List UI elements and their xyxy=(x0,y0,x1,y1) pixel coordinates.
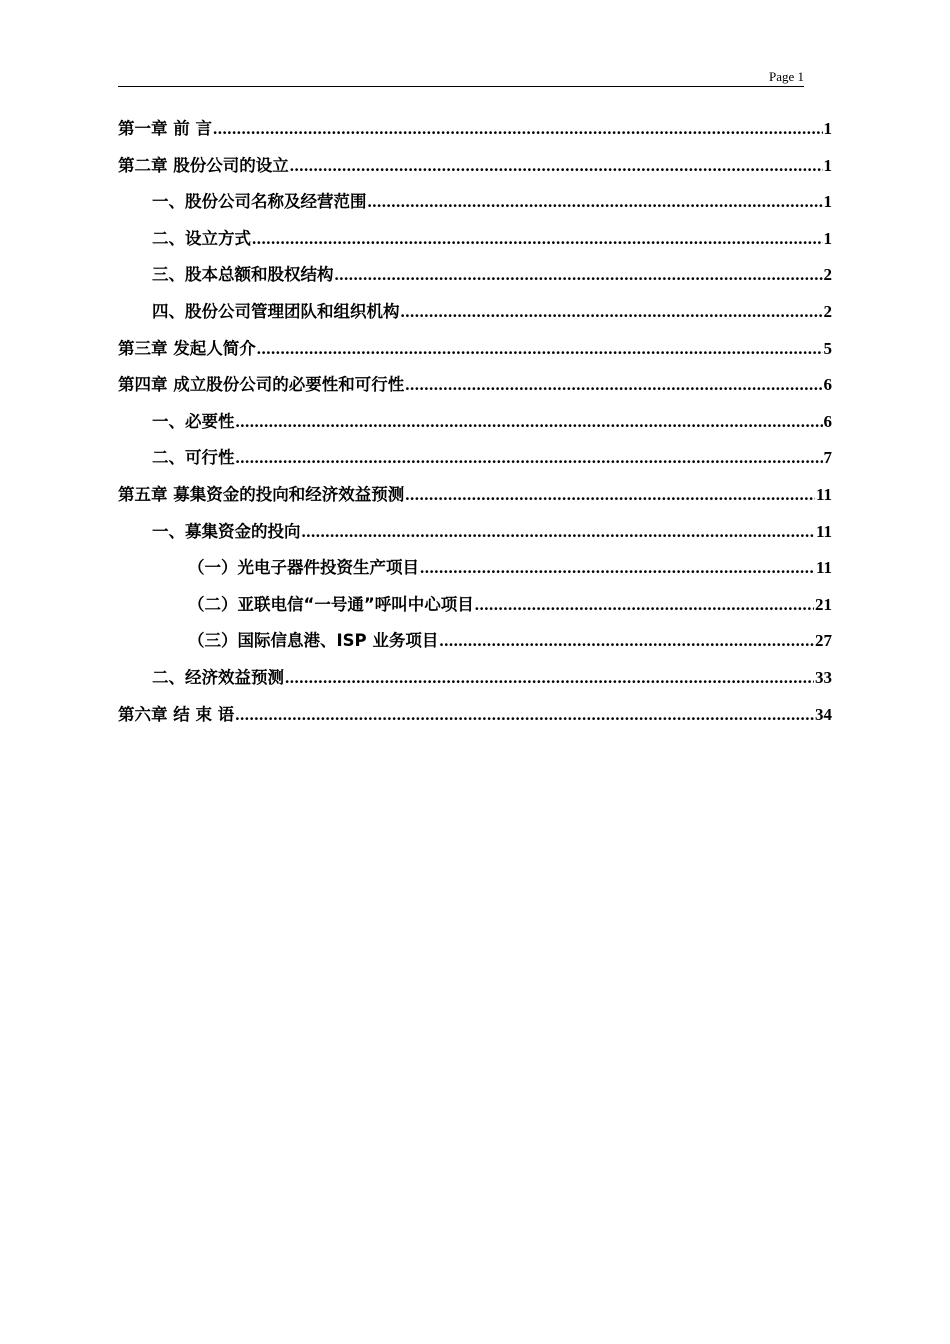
toc-entry-title: 一、募集资金的投向 xyxy=(152,521,301,541)
toc-dot-leader xyxy=(405,375,822,395)
toc-entry-title: （一）光电子器件投资生产项目 xyxy=(188,558,419,578)
toc-entry-page: 1 xyxy=(823,119,832,138)
toc-entry[interactable] xyxy=(118,664,832,701)
toc-entry-page: 1 xyxy=(823,155,832,175)
toc-dot-leader xyxy=(257,339,823,359)
toc-entry[interactable] xyxy=(118,627,832,664)
toc-entry[interactable] xyxy=(118,408,832,445)
toc-entry-page: 34 xyxy=(815,704,832,724)
toc-dot-leader xyxy=(439,631,814,651)
toc-dot-leader xyxy=(368,192,823,212)
toc-entry[interactable] xyxy=(118,554,832,591)
toc-dot-leader xyxy=(236,448,823,468)
toc-entry-title: 第五章 募集资金的投向和经济效益预测 xyxy=(118,484,405,504)
toc-dot-leader xyxy=(285,668,814,688)
toc-entry-page: 5 xyxy=(823,338,832,358)
toc-entry[interactable] xyxy=(118,225,832,262)
toc-entry-title: （三）国际信息港、ISP 业务项目 xyxy=(188,631,439,651)
toc-entry-page: 21 xyxy=(815,594,832,614)
toc-entry-title: （二）亚联电信“一号通”呼叫中心项目 xyxy=(188,594,474,614)
toc-entry-title: 二、经济效益预测 xyxy=(152,667,284,687)
toc-dot-leader xyxy=(475,595,814,615)
toc-entry-title: 第四章 成立股份公司的必要性和可行性 xyxy=(118,375,405,395)
toc-entry[interactable] xyxy=(118,481,832,518)
toc-entry[interactable] xyxy=(118,371,832,408)
toc-entry[interactable] xyxy=(118,115,832,152)
toc-entry[interactable] xyxy=(118,261,832,298)
toc-entry-page: 1 xyxy=(823,228,832,248)
toc-entry-page: 11 xyxy=(815,521,832,541)
toc-entry-page: 33 xyxy=(815,667,832,687)
toc-entry-page: 11 xyxy=(815,558,832,578)
toc-entry-page: 27 xyxy=(815,631,832,651)
toc-entry[interactable] xyxy=(118,152,832,189)
toc-dot-leader xyxy=(290,156,823,176)
toc-entry-page: 7 xyxy=(823,448,832,468)
toc-entry-page: 11 xyxy=(815,484,832,504)
toc-entry-title: 第一章 前 言 xyxy=(118,119,212,138)
toc-entry-title: 一、必要性 xyxy=(152,411,235,431)
toc-dot-leader xyxy=(235,705,814,725)
page-number: Page 1 xyxy=(768,69,804,84)
toc-dot-leader xyxy=(335,265,823,285)
toc-entry-title: 三、股本总额和股权结构 xyxy=(152,265,334,285)
toc-entry[interactable] xyxy=(118,335,832,372)
toc-entry[interactable] xyxy=(118,518,832,555)
toc-entry-title: 二、设立方式 xyxy=(152,228,251,248)
toc-dot-leader xyxy=(302,522,815,542)
toc-entry[interactable] xyxy=(118,444,832,481)
toc-entry-title: 四、股份公司管理团队和组织机构 xyxy=(152,301,400,321)
toc-dot-leader xyxy=(252,229,823,249)
toc-entry[interactable] xyxy=(118,188,832,225)
toc-entry-title: 第三章 发起人简介 xyxy=(118,338,256,358)
toc-entry[interactable] xyxy=(118,591,832,628)
toc-entry[interactable] xyxy=(118,701,832,738)
toc-entry-page: 2 xyxy=(823,301,832,321)
toc-entry[interactable] xyxy=(118,298,832,335)
toc-dot-leader xyxy=(213,119,823,139)
table-of-contents xyxy=(118,115,832,737)
toc-dot-leader xyxy=(420,558,815,578)
toc-entry-title: 第二章 股份公司的设立 xyxy=(118,155,289,175)
toc-dot-leader xyxy=(405,485,815,505)
toc-entry-page: 6 xyxy=(823,375,832,395)
toc-dot-leader xyxy=(236,412,823,432)
toc-entry-title: 第六章 结 束 语 xyxy=(118,704,235,724)
toc-entry-title: 一、股份公司名称及经营范围 xyxy=(152,192,367,212)
toc-entry-page: 1 xyxy=(823,192,832,212)
toc-dot-leader xyxy=(401,302,823,322)
page-header xyxy=(118,64,804,87)
toc-entry-page: 6 xyxy=(823,411,832,431)
toc-entry-page: 2 xyxy=(823,265,832,285)
toc-entry-title: 二、可行性 xyxy=(152,448,235,468)
